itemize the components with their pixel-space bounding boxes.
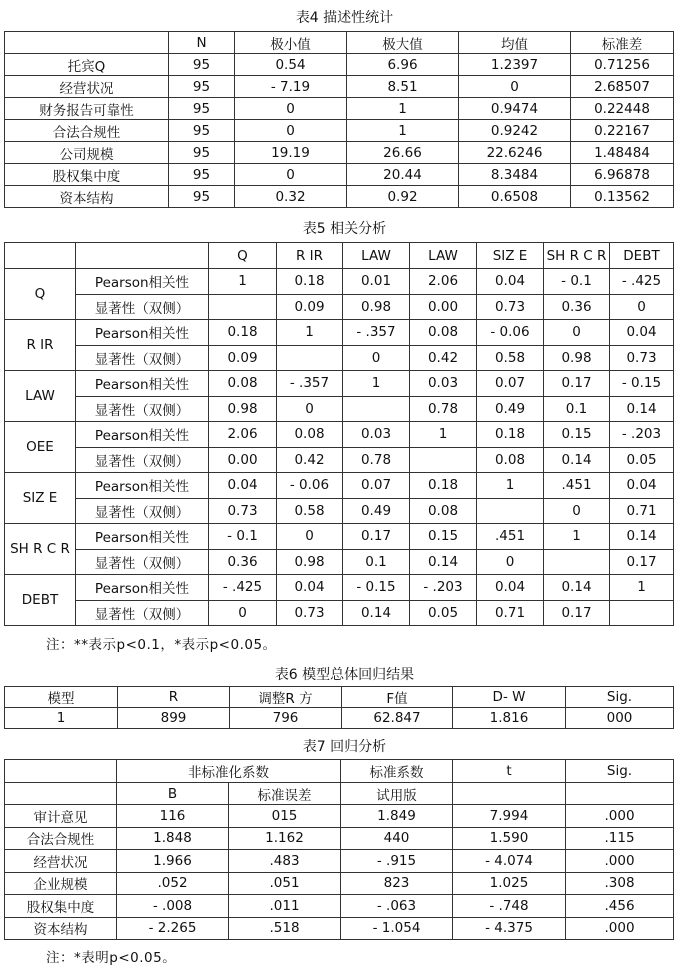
table7-cell: 1.848 xyxy=(117,827,229,850)
table4-descriptive-stats xyxy=(4,31,674,208)
table4-cell: 95 xyxy=(169,76,235,98)
table5-cell-pearson: 0.03 xyxy=(410,371,477,397)
table7-cell: - 4.074 xyxy=(453,850,566,873)
table4-cell: 0.9242 xyxy=(459,120,571,142)
table5-cell-pearson: - .357 xyxy=(343,320,410,346)
table7-cell: .308 xyxy=(566,872,674,895)
table4-cell: 0.22167 xyxy=(571,120,674,142)
table5-cell-pearson: 0.17 xyxy=(544,371,610,397)
table7-cell: 015 xyxy=(229,805,341,828)
table4-row xyxy=(5,120,674,142)
table5-cell-significance: 0.49 xyxy=(343,498,410,524)
table4-cell: 95 xyxy=(169,164,235,186)
table7-cell: 1.849 xyxy=(341,805,453,828)
table5-cell-significance: 0.09 xyxy=(209,345,277,371)
table6-cell: 62.847 xyxy=(342,708,453,729)
table5-cell-pearson: 0.04 xyxy=(209,473,277,499)
table7-row-label: 资本结构 xyxy=(5,917,117,940)
table7-cell: .000 xyxy=(566,917,674,940)
table5-cell-significance: 0.42 xyxy=(410,345,477,371)
table5-cell-pearson: 1 xyxy=(277,320,343,346)
table4-cell: 0 xyxy=(235,98,347,120)
table5-cell-pearson: - 0.06 xyxy=(277,473,343,499)
table5-cell-significance: 0.17 xyxy=(610,549,674,575)
table5-rowtype-pearson: Pearson相关性 xyxy=(76,473,209,499)
table5-cell-pearson: 1 xyxy=(209,269,277,295)
table7-note: 注：*表明p<0.05。 xyxy=(46,950,177,966)
table5-correlation xyxy=(4,242,674,626)
table5-cell-significance xyxy=(277,345,343,371)
table5-row-significance xyxy=(5,600,674,626)
table5-row-pearson xyxy=(5,320,674,346)
table5-variable-label: SIZ E xyxy=(5,473,76,524)
table5-rowtype-pearson: Pearson相关性 xyxy=(76,524,209,550)
table6-caption: 表6 模型总体回归结果 xyxy=(274,667,415,683)
table5-header-row xyxy=(5,243,674,269)
table5-cell-significance: 0.98 xyxy=(209,396,277,422)
table5-rowtype-significance: 显著性（双侧） xyxy=(76,600,209,626)
table5-cell-significance: 0.98 xyxy=(277,549,343,575)
table5-cell-significance xyxy=(610,600,674,626)
table5-row-pearson xyxy=(5,371,674,397)
table5-cell-pearson: 0.03 xyxy=(343,422,410,448)
table5-cell-significance: 0.14 xyxy=(343,600,410,626)
table7-cell: 1.966 xyxy=(117,850,229,873)
table5-variable-label: OEE xyxy=(5,422,76,473)
table4-header-cell xyxy=(5,32,169,54)
table5-cell-significance: 0 xyxy=(277,396,343,422)
table6-cell: 796 xyxy=(230,708,342,729)
table5-cell-pearson: 0.04 xyxy=(277,575,343,601)
table5-cell-significance: 0 xyxy=(477,549,544,575)
table5-rowtype-pearson: Pearson相关性 xyxy=(76,320,209,346)
table6-header-cell: 调整R 方 xyxy=(230,687,342,708)
table5-cell-significance: 0.42 xyxy=(277,447,343,473)
table7-cell: .115 xyxy=(566,827,674,850)
table4-cell: 0.9474 xyxy=(459,98,571,120)
table5-cell-significance: 0.58 xyxy=(477,345,544,371)
table4-cell: 19.19 xyxy=(235,142,347,164)
table5-rowtype-significance: 显著性（双侧） xyxy=(76,345,209,371)
table7-cell: 823 xyxy=(341,872,453,895)
table7-row-label: 审计意见 xyxy=(5,805,117,828)
table7-cell: 116 xyxy=(117,805,229,828)
table5-cell-pearson: 0.07 xyxy=(477,371,544,397)
table7-cell: 1.162 xyxy=(229,827,341,850)
table7-header-sig: Sig. xyxy=(566,760,674,783)
table5-cell-significance: 0.71 xyxy=(610,498,674,524)
table4-cell: 1.48484 xyxy=(571,142,674,164)
table5-cell-pearson: 2.06 xyxy=(410,269,477,295)
table5-cell-pearson: 0.04 xyxy=(477,269,544,295)
table5-cell-pearson: - 0.06 xyxy=(477,320,544,346)
table4-row-label: 财务报告可靠性 xyxy=(5,98,169,120)
table7-header-blank xyxy=(5,760,117,783)
table4-cell: 22.6246 xyxy=(459,142,571,164)
table4-header-cell: N xyxy=(169,32,235,54)
table5-row-significance xyxy=(5,345,674,371)
table7-row xyxy=(5,872,674,895)
table4-cell: 1.2397 xyxy=(459,54,571,76)
table7-row-label: 合法合规性 xyxy=(5,827,117,850)
table7-header-row-1 xyxy=(5,760,674,783)
table4-row xyxy=(5,54,674,76)
table5-cell-pearson: 0.18 xyxy=(277,269,343,295)
table5-cell-significance: 0.08 xyxy=(410,498,477,524)
table5-cell-significance: 0.36 xyxy=(544,294,610,320)
table7-cell: .052 xyxy=(117,872,229,895)
table7-cell: .000 xyxy=(566,850,674,873)
table4-cell: 0.13562 xyxy=(571,186,674,208)
table5-cell-pearson: 1 xyxy=(343,371,410,397)
table5-rowtype-significance: 显著性（双侧） xyxy=(76,549,209,575)
table4-row-label: 股权集中度 xyxy=(5,164,169,186)
table7-cell: .011 xyxy=(229,895,341,918)
table4-header-cell: 极大值 xyxy=(347,32,459,54)
table4-cell: 95 xyxy=(169,142,235,164)
table5-cell-pearson: - 0.15 xyxy=(610,371,674,397)
table7-cell: 1.590 xyxy=(453,827,566,850)
table5-cell-significance xyxy=(410,447,477,473)
table4-cell: 8.3484 xyxy=(459,164,571,186)
table6-cell: 1 xyxy=(5,708,118,729)
table7-caption: 表7 回归分析 xyxy=(302,739,387,755)
table5-variable-label: DEBT xyxy=(5,575,76,626)
table7-cell: .518 xyxy=(229,917,341,940)
table4-row xyxy=(5,142,674,164)
table5-row-pearson xyxy=(5,422,674,448)
table5-header-cell: LAW xyxy=(410,243,477,269)
table5-cell-significance: 0.73 xyxy=(610,345,674,371)
table4-cell: 95 xyxy=(169,186,235,208)
table5-cell-pearson: - .203 xyxy=(610,422,674,448)
table5-cell-pearson: 0.04 xyxy=(610,320,674,346)
table7-header-blank xyxy=(566,783,674,805)
table7-cell: - .748 xyxy=(453,895,566,918)
table5-row-significance xyxy=(5,549,674,575)
table5-cell-significance: 0.09 xyxy=(277,294,343,320)
table5-cell-pearson: 1 xyxy=(610,575,674,601)
table5-cell-pearson: 0.17 xyxy=(343,524,410,550)
table4-row xyxy=(5,98,674,120)
table7-cell: 1.025 xyxy=(453,872,566,895)
table6-cell: 000 xyxy=(566,708,674,729)
table4-row-label: 公司规模 xyxy=(5,142,169,164)
table7-header-blank xyxy=(453,783,566,805)
table5-cell-pearson: 0.14 xyxy=(610,524,674,550)
table5-header-cell: LAW xyxy=(343,243,410,269)
table5-cell-pearson: 0.18 xyxy=(209,320,277,346)
table5-cell-pearson: 0.18 xyxy=(477,422,544,448)
table5-cell-pearson: 0.08 xyxy=(410,320,477,346)
table5-cell-significance: 0 xyxy=(343,345,410,371)
table4-row-label: 资本结构 xyxy=(5,186,169,208)
table4-row xyxy=(5,76,674,98)
table5-cell-pearson: 0.15 xyxy=(410,524,477,550)
table5-cell-significance: 0.1 xyxy=(544,396,610,422)
table5-cell-pearson: 0 xyxy=(277,524,343,550)
table7-cell: 440 xyxy=(341,827,453,850)
table4-cell: 1 xyxy=(347,120,459,142)
table5-row-pearson xyxy=(5,269,674,295)
table6-model-summary xyxy=(4,686,674,729)
table5-row-pearson xyxy=(5,524,674,550)
table5-rowtype-pearson: Pearson相关性 xyxy=(76,422,209,448)
table5-cell-significance: 0 xyxy=(209,600,277,626)
table6-header-cell: D- W xyxy=(453,687,566,708)
table4-cell: - 7.19 xyxy=(235,76,347,98)
table5-row-significance xyxy=(5,396,674,422)
table5-cell-pearson: - 0.1 xyxy=(544,269,610,295)
table5-row-significance xyxy=(5,294,674,320)
table6-row xyxy=(5,708,674,729)
table5-header-cell: R IR xyxy=(277,243,343,269)
table4-row xyxy=(5,186,674,208)
table5-header-cell: Q xyxy=(209,243,277,269)
table4-cell: 20.44 xyxy=(347,164,459,186)
table5-cell-pearson: - 0.15 xyxy=(343,575,410,601)
table7-cell: - 4.375 xyxy=(453,917,566,940)
table5-cell-pearson: 1 xyxy=(477,473,544,499)
table4-cell: 0.92 xyxy=(347,186,459,208)
table4-caption: 表4 描述性统计 xyxy=(295,10,394,26)
table5-cell-significance: 0.17 xyxy=(544,600,610,626)
table5-variable-label: SH R C R xyxy=(5,524,76,575)
table4-cell: 0.71256 xyxy=(571,54,674,76)
table4-cell: 95 xyxy=(169,98,235,120)
table5-row-pearson xyxy=(5,575,674,601)
table5-cell-significance: 0.05 xyxy=(410,600,477,626)
table5-cell-pearson: - .425 xyxy=(209,575,277,601)
table5-cell-pearson: 0.18 xyxy=(410,473,477,499)
table5-cell-significance: 0.58 xyxy=(277,498,343,524)
table5-cell-pearson: 0 xyxy=(544,320,610,346)
table4-header-cell: 极小值 xyxy=(235,32,347,54)
table5-cell-significance: 0.73 xyxy=(209,498,277,524)
table4-row xyxy=(5,164,674,186)
table7-header-row-2 xyxy=(5,783,674,805)
table5-rowtype-significance: 显著性（双侧） xyxy=(76,396,209,422)
table5-cell-significance: 0.98 xyxy=(343,294,410,320)
table4-header-cell: 标准差 xyxy=(571,32,674,54)
table7-regression xyxy=(4,759,674,940)
table5-header-blank xyxy=(5,243,76,269)
table5-cell-significance: 0.78 xyxy=(343,447,410,473)
table5-cell-significance: 0.14 xyxy=(610,396,674,422)
table6-header-cell: R xyxy=(118,687,230,708)
table7-cell: .051 xyxy=(229,872,341,895)
table7-cell: 7.994 xyxy=(453,805,566,828)
table4-row-label: 合法合规性 xyxy=(5,120,169,142)
table4-cell: 0.54 xyxy=(235,54,347,76)
table5-rowtype-pearson: Pearson相关性 xyxy=(76,371,209,397)
table4-cell: 26.66 xyxy=(347,142,459,164)
table7-row xyxy=(5,895,674,918)
table5-header-cell: SIZ E xyxy=(477,243,544,269)
table6-header-cell: 模型 xyxy=(5,687,118,708)
table7-cell: - .915 xyxy=(341,850,453,873)
table5-row-significance xyxy=(5,498,674,524)
table5-cell-significance: 0.78 xyxy=(410,396,477,422)
table5-cell-significance xyxy=(343,396,410,422)
table5-cell-pearson: 0.14 xyxy=(544,575,610,601)
table7-cell: - .008 xyxy=(117,895,229,918)
table5-cell-significance: 0.14 xyxy=(544,447,610,473)
table4-cell: 8.51 xyxy=(347,76,459,98)
table5-cell-significance xyxy=(544,549,610,575)
table7-row xyxy=(5,827,674,850)
table5-rowtype-significance: 显著性（双侧） xyxy=(76,294,209,320)
table5-cell-significance: 0.73 xyxy=(477,294,544,320)
table4-row-label: 托宾Q xyxy=(5,54,169,76)
table7-row xyxy=(5,805,674,828)
table4-header-row xyxy=(5,32,674,54)
table5-cell-pearson: .451 xyxy=(544,473,610,499)
table7-cell: - .063 xyxy=(341,895,453,918)
table5-cell-pearson: .451 xyxy=(477,524,544,550)
table7-cell: - 1.054 xyxy=(341,917,453,940)
table5-cell-pearson: 1 xyxy=(410,422,477,448)
table7-header-b: B xyxy=(117,783,229,805)
table4-cell: 0 xyxy=(235,164,347,186)
table7-row-label: 经营状况 xyxy=(5,850,117,873)
table5-cell-pearson: - .203 xyxy=(410,575,477,601)
table4-cell: 2.68507 xyxy=(571,76,674,98)
table4-cell: 6.96 xyxy=(347,54,459,76)
table5-cell-significance: 0.73 xyxy=(277,600,343,626)
table5-row-significance xyxy=(5,447,674,473)
table7-cell: .456 xyxy=(566,895,674,918)
table5-cell-pearson: 0.15 xyxy=(544,422,610,448)
table5-cell-significance: 0.36 xyxy=(209,549,277,575)
table4-row-label: 经营状况 xyxy=(5,76,169,98)
table5-cell-significance: 0 xyxy=(610,294,674,320)
table5-cell-pearson: 0.07 xyxy=(343,473,410,499)
table4-cell: 0.22448 xyxy=(571,98,674,120)
table4-cell: 0 xyxy=(459,76,571,98)
table6-header-row xyxy=(5,687,674,708)
table5-cell-pearson: 1 xyxy=(544,524,610,550)
table7-row xyxy=(5,917,674,940)
table5-header-cell: SH R C R xyxy=(544,243,610,269)
table5-rowtype-significance: 显著性（双侧） xyxy=(76,447,209,473)
table5-cell-significance xyxy=(209,294,277,320)
table7-header-se: 标准误差 xyxy=(229,783,341,805)
table5-variable-label: LAW xyxy=(5,371,76,422)
table5-cell-pearson: 0.08 xyxy=(209,371,277,397)
table5-caption: 表5 相关分析 xyxy=(302,221,387,237)
table5-cell-significance: 0.08 xyxy=(477,447,544,473)
table5-header-blank xyxy=(76,243,209,269)
table5-variable-label: Q xyxy=(5,269,76,320)
table5-cell-significance xyxy=(477,498,544,524)
table4-cell: 0.32 xyxy=(235,186,347,208)
table5-cell-pearson: 0.01 xyxy=(343,269,410,295)
table5-cell-pearson: 2.06 xyxy=(209,422,277,448)
table5-cell-significance: 0.00 xyxy=(209,447,277,473)
table6-cell: 899 xyxy=(118,708,230,729)
table7-row-label: 股权集中度 xyxy=(5,895,117,918)
table5-cell-pearson: 0.04 xyxy=(477,575,544,601)
table7-header-t: t xyxy=(453,760,566,783)
table5-cell-pearson: 0.08 xyxy=(277,422,343,448)
table7-cell: .000 xyxy=(566,805,674,828)
table4-header-cell: 均值 xyxy=(459,32,571,54)
table5-cell-significance: 0.71 xyxy=(477,600,544,626)
table5-cell-significance: 0.1 xyxy=(343,549,410,575)
table5-cell-significance: 0.00 xyxy=(410,294,477,320)
table4-cell: 0.6508 xyxy=(459,186,571,208)
table4-cell: 95 xyxy=(169,120,235,142)
table5-header-cell: DEBT xyxy=(610,243,674,269)
table5-cell-pearson: 0.04 xyxy=(610,473,674,499)
table5-rowtype-significance: 显著性（双侧） xyxy=(76,498,209,524)
table6-header-cell: F值 xyxy=(342,687,453,708)
table7-header-unstandardized: 非标准化系数 xyxy=(117,760,341,783)
table7-header-blank xyxy=(5,783,117,805)
table4-cell: 0 xyxy=(235,120,347,142)
table7-cell: - 2.265 xyxy=(117,917,229,940)
table5-note: 注：**表示p<0.1，*表示p<0.05。 xyxy=(46,637,277,653)
table5-cell-pearson: - 0.1 xyxy=(209,524,277,550)
table5-row-pearson xyxy=(5,473,674,499)
table5-cell-pearson: - .425 xyxy=(610,269,674,295)
table5-cell-pearson: - .357 xyxy=(277,371,343,397)
table7-row xyxy=(5,850,674,873)
table5-cell-significance: 0.98 xyxy=(544,345,610,371)
table4-cell: 95 xyxy=(169,54,235,76)
table5-rowtype-pearson: Pearson相关性 xyxy=(76,575,209,601)
table5-cell-significance: 0.05 xyxy=(610,447,674,473)
table4-cell: 6.96878 xyxy=(571,164,674,186)
table5-cell-significance: 0.49 xyxy=(477,396,544,422)
table4-cell: 1 xyxy=(347,98,459,120)
table7-header-trial: 试用版 xyxy=(341,783,453,805)
table7-header-standardized: 标准系数 xyxy=(341,760,453,783)
table5-cell-significance: 0 xyxy=(544,498,610,524)
table5-rowtype-pearson: Pearson相关性 xyxy=(76,269,209,295)
table7-row-label: 企业规模 xyxy=(5,872,117,895)
table7-cell: .483 xyxy=(229,850,341,873)
table6-header-cell: Sig. xyxy=(566,687,674,708)
table6-cell: 1.816 xyxy=(453,708,566,729)
table5-variable-label: R IR xyxy=(5,320,76,371)
table5-cell-significance: 0.14 xyxy=(410,549,477,575)
